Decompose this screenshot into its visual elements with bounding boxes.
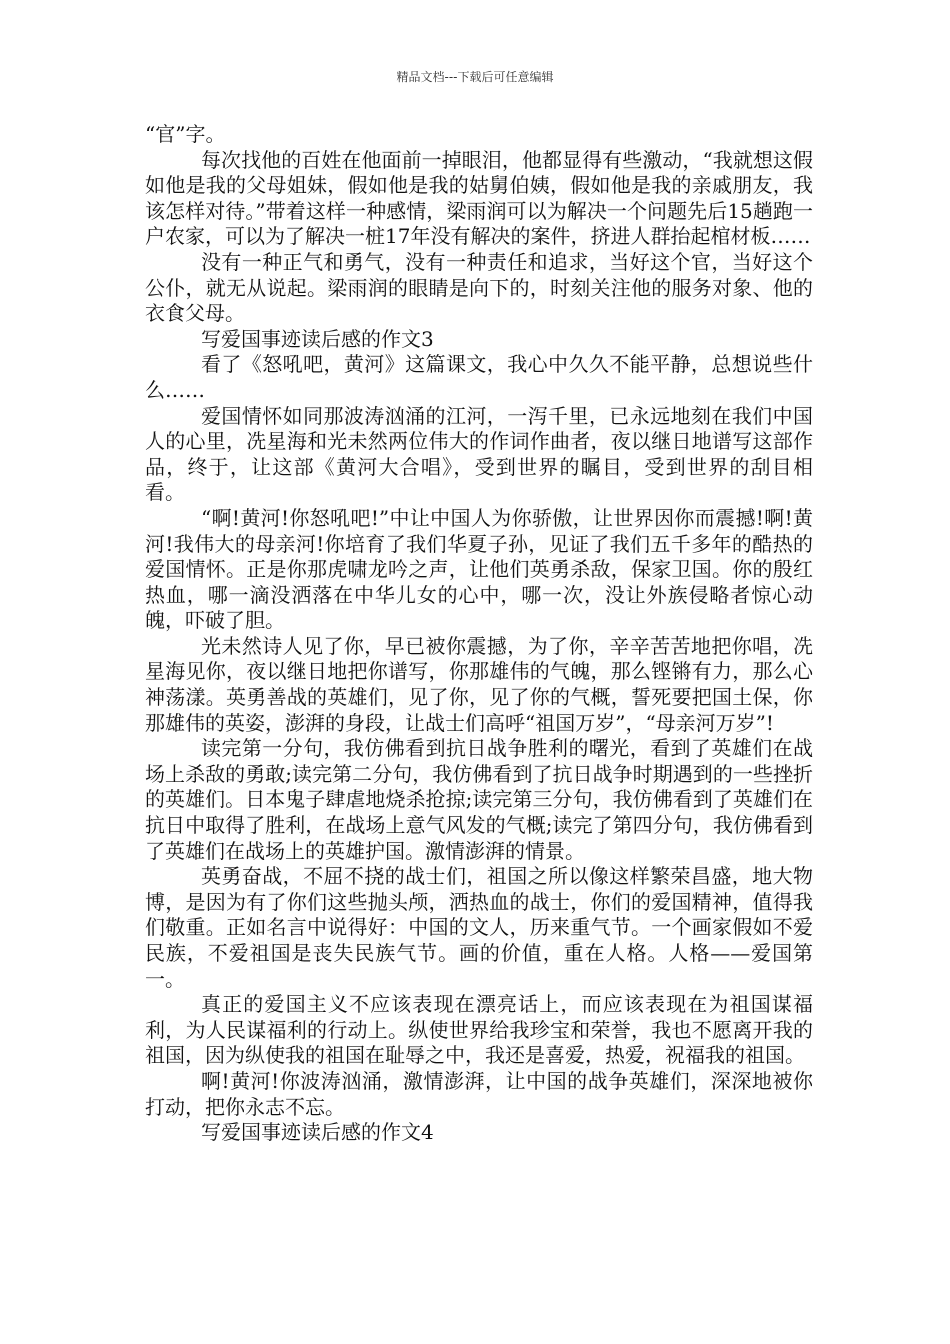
paragraph-7: 光未然诗人见了你，早已被你震撼，为了你，辛辛苦苦地把你唱，冼星海见你，夜以继日地把你谱写，你那雄伟的气魄，那么铿锵有力，那么心神荡漾。英勇善战的英雄们，见了你，见了你的气概，誓死要把国土保，你那雄伟的英姿，澎湃的身段，让战士们高呼“祖国万岁”，“母亲河万岁”! [145,633,813,735]
paragraph-9: 英勇奋战，不屈不挠的战士们，祖国之所以像这样繁荣昌盛，地大物博，是因为有了你们这些抛头颅，洒热血的战士，你们的爱国精神，值得我们敬重。正如名言中说得好：中国的文人，历来重气节。一个画家假如不爱民族，不爱祖国是丧失民族气节。画的价值，重在人格。人格——爱国第一。 [145,864,813,991]
section-heading-4: 写爱国事迹读后感的作文4 [201,1120,434,1145]
paragraph-4: 看了《怒吼吧，黄河》这篇课文，我心中久久不能平静，总想说些什么…… [145,352,813,402]
paragraph-10: 真正的爱国主义不应该表现在漂亮话上，而应该表现在为祖国谋福利，为人民谋福利的行动上。纵使世界给我珍宝和荣誉，我也不愿离开我的祖国，因为纵使我的祖国在耻辱之中，我还是喜爱，热爱，祝福我的祖国。 [145,992,813,1068]
paragraph-5: 爱国情怀如同那波涛汹涌的江河，一泻千里，已永远地刻在我们中国人的心里，冼星海和光未然两位伟大的作词作曲者，夜以继日地谱写这部作品，终于，让这部《黄河大合唱》，受到世界的瞩目，受到世界的刮目相看。 [145,403,813,505]
paragraph-8: 读完第一分句，我仿佛看到抗日战争胜利的曙光，看到了英雄们在战场上杀敌的勇敢;读完第二分句，我仿佛看到了抗日战争时期遇到的一些挫折的英雄们。日本鬼子肆虐地烧杀抢掠;读完第三分句，我仿佛看到了英雄们在抗日中取得了胜利，在战场上意气风发的气概;读完了第四分句，我仿佛看到了英雄们在战场上的英雄护国。激情澎湃的情景。 [145,736,813,863]
paragraph-11: 啊!黄河!你波涛汹涌，激情澎湃，让中国的战争英雄们，深深地被你打动，把你永志不忘。 [145,1068,813,1119]
paragraph-2: 没有一种正气和勇气，没有一种责任和追求，当好这个官，当好这个公仆，就无从说起。梁雨润的眼睛是向下的，时刻关注他的服务对象、他的衣食父母。 [145,249,813,326]
paragraph-0: “官”字。 [145,122,226,146]
paragraph-6: “啊!黄河!你怒吼吧!”中让中国人为你骄傲，让世界因你而震撼!啊!黄河!我伟大的母亲河!你培育了我们华夏子孙，见证了我们五千多年的酷热的爱国情怀。正是你那虎啸龙吟之声，让他们英勇杀敌，保家卫国。你的殷红热血，哪一滴没洒落在中华儿女的心中，哪一次，没让外族侵略者惊心动魄，吓破了胆。 [145,505,813,633]
section-heading-3: 写爱国事迹读后感的作文3 [201,326,434,351]
document-body [145,122,813,1146]
paragraph-1: 每次找他的百姓在他面前一掉眼泪，他都显得有些激动，“我就想这假如他是我的父母姐妹，假如他是我的姑舅伯姨，假如他是我的亲戚朋友，我该怎样对待。”带着这样一种感情，梁雨润可以为解决一个问题先后15趟跑一户农家，可以为了解决一桩17年没有解决的案件，挤进人群抬起棺材板…… [145,147,813,249]
page-header: 精品文档---下载后可任意编辑 [396,70,554,84]
